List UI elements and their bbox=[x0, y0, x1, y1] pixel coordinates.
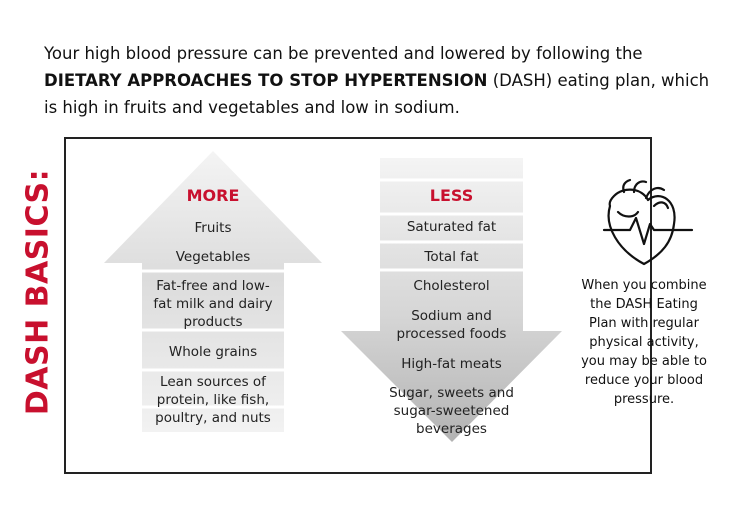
less-item: Sodium and processed foods bbox=[396, 308, 507, 342]
note-text: When you combine the DASH Eating Plan with regular physical activity, you may be able to reduce your blood pressure. bbox=[581, 278, 707, 407]
intro-part2: (DASH) eating plan, which is high in fruits and vegetables and low in sodium. bbox=[44, 71, 710, 117]
more-item: Whole grains bbox=[168, 344, 258, 360]
more-item: Vegetables bbox=[175, 249, 251, 265]
more-column bbox=[142, 0, 284, 529]
more-item: Fruits bbox=[194, 220, 232, 236]
less-header: LESS bbox=[429, 186, 474, 205]
less-item: Sugar, sweets and sugar-sweetened beverages bbox=[389, 385, 514, 437]
less-item: Saturated fat bbox=[406, 219, 497, 235]
intro-bold: DIETARY APPROACHES TO STOP HYPERTENSION bbox=[44, 71, 488, 90]
less-item: Cholesterol bbox=[413, 278, 490, 294]
heart-pulse-icon bbox=[600, 178, 695, 270]
less-column bbox=[380, 0, 523, 529]
side-title: DASH BASICS: bbox=[21, 161, 56, 423]
more-header: MORE bbox=[186, 186, 240, 205]
more-item: Fat-free and low-fat milk and dairy products bbox=[153, 278, 273, 330]
less-item: High-fat meats bbox=[401, 356, 502, 372]
less-item: Total fat bbox=[424, 249, 479, 265]
more-item: Lean sources of protein, like fish, poultry, and nuts bbox=[155, 374, 271, 426]
intro-part1: Your high blood pressure can be prevented and lowered by following the bbox=[44, 44, 643, 63]
